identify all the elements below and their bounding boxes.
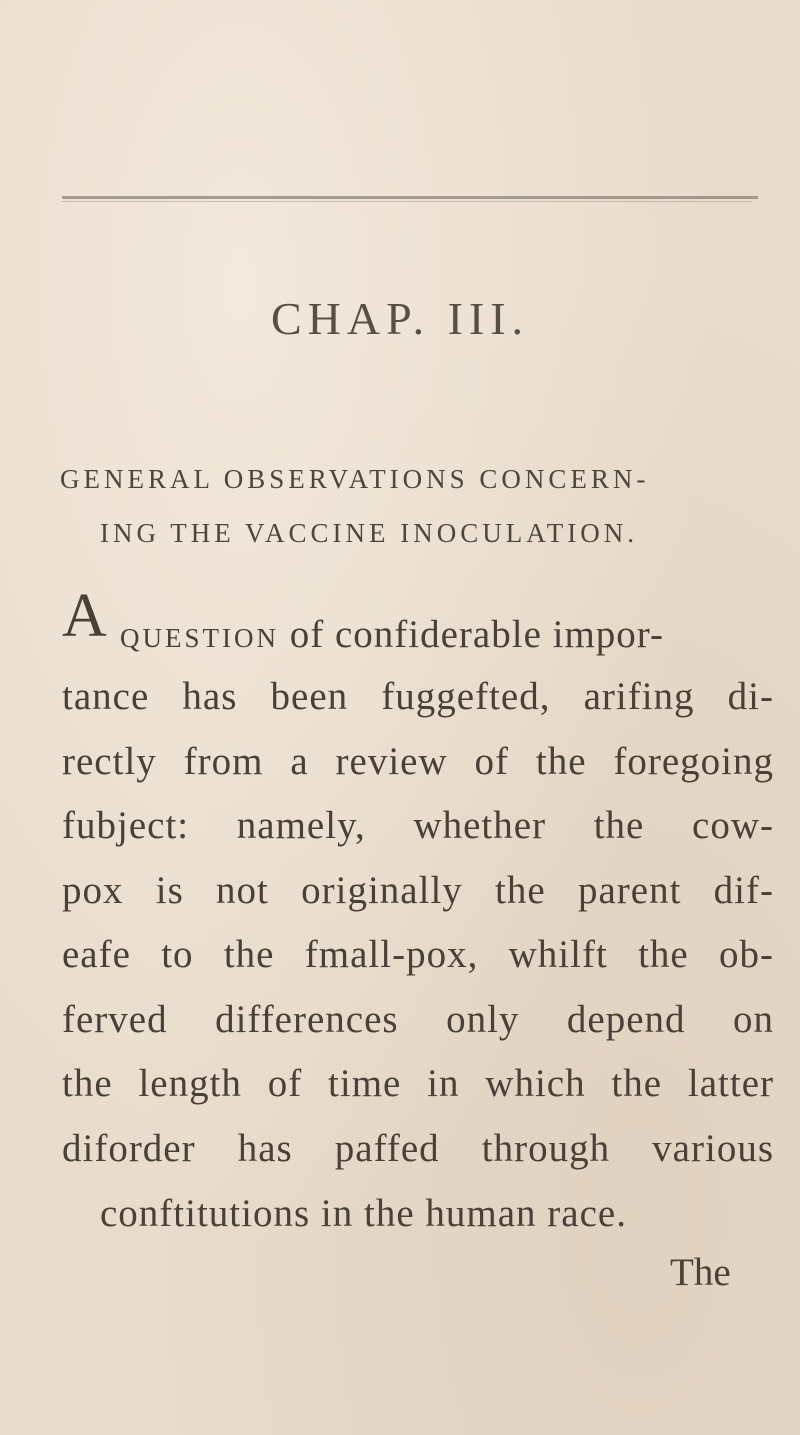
paragraph-line: conftitutions in the human race.	[100, 1192, 627, 1235]
paragraph-line-1-text: of confiderable impor-	[289, 613, 664, 656]
paragraph-line: diforder has paffed through various	[62, 1127, 774, 1170]
paragraph-line: ferved differences only depend on	[62, 998, 774, 1041]
catchword: The	[670, 1251, 731, 1294]
subheading-line-2: ING THE VACCINE INOCULATION.	[100, 518, 638, 548]
paragraph-line: fubject: namely, whether the cow-	[62, 804, 774, 847]
paragraph-line: the length of time in which the latter	[62, 1062, 774, 1105]
paragraph-line: rectly from a review of the foregoing	[62, 740, 774, 783]
opening-small-caps: QUESTION	[120, 623, 279, 653]
paragraph-line: pox is not originally the parent dif-	[62, 869, 774, 912]
header-rule-thin	[62, 201, 752, 202]
paragraph-line-1	[120, 612, 774, 657]
paragraph-line: tance has been fuggefted, arifing di-	[62, 675, 774, 718]
chapter-heading: CHAP. III.	[270, 293, 530, 344]
header-rule	[62, 196, 758, 199]
drop-cap: A	[62, 582, 107, 650]
subheading-line-1: GENERAL OBSERVATIONS CONCERN-	[60, 464, 650, 494]
paragraph-line: eafe to the fmall-pox, whilft the ob-	[62, 933, 774, 976]
